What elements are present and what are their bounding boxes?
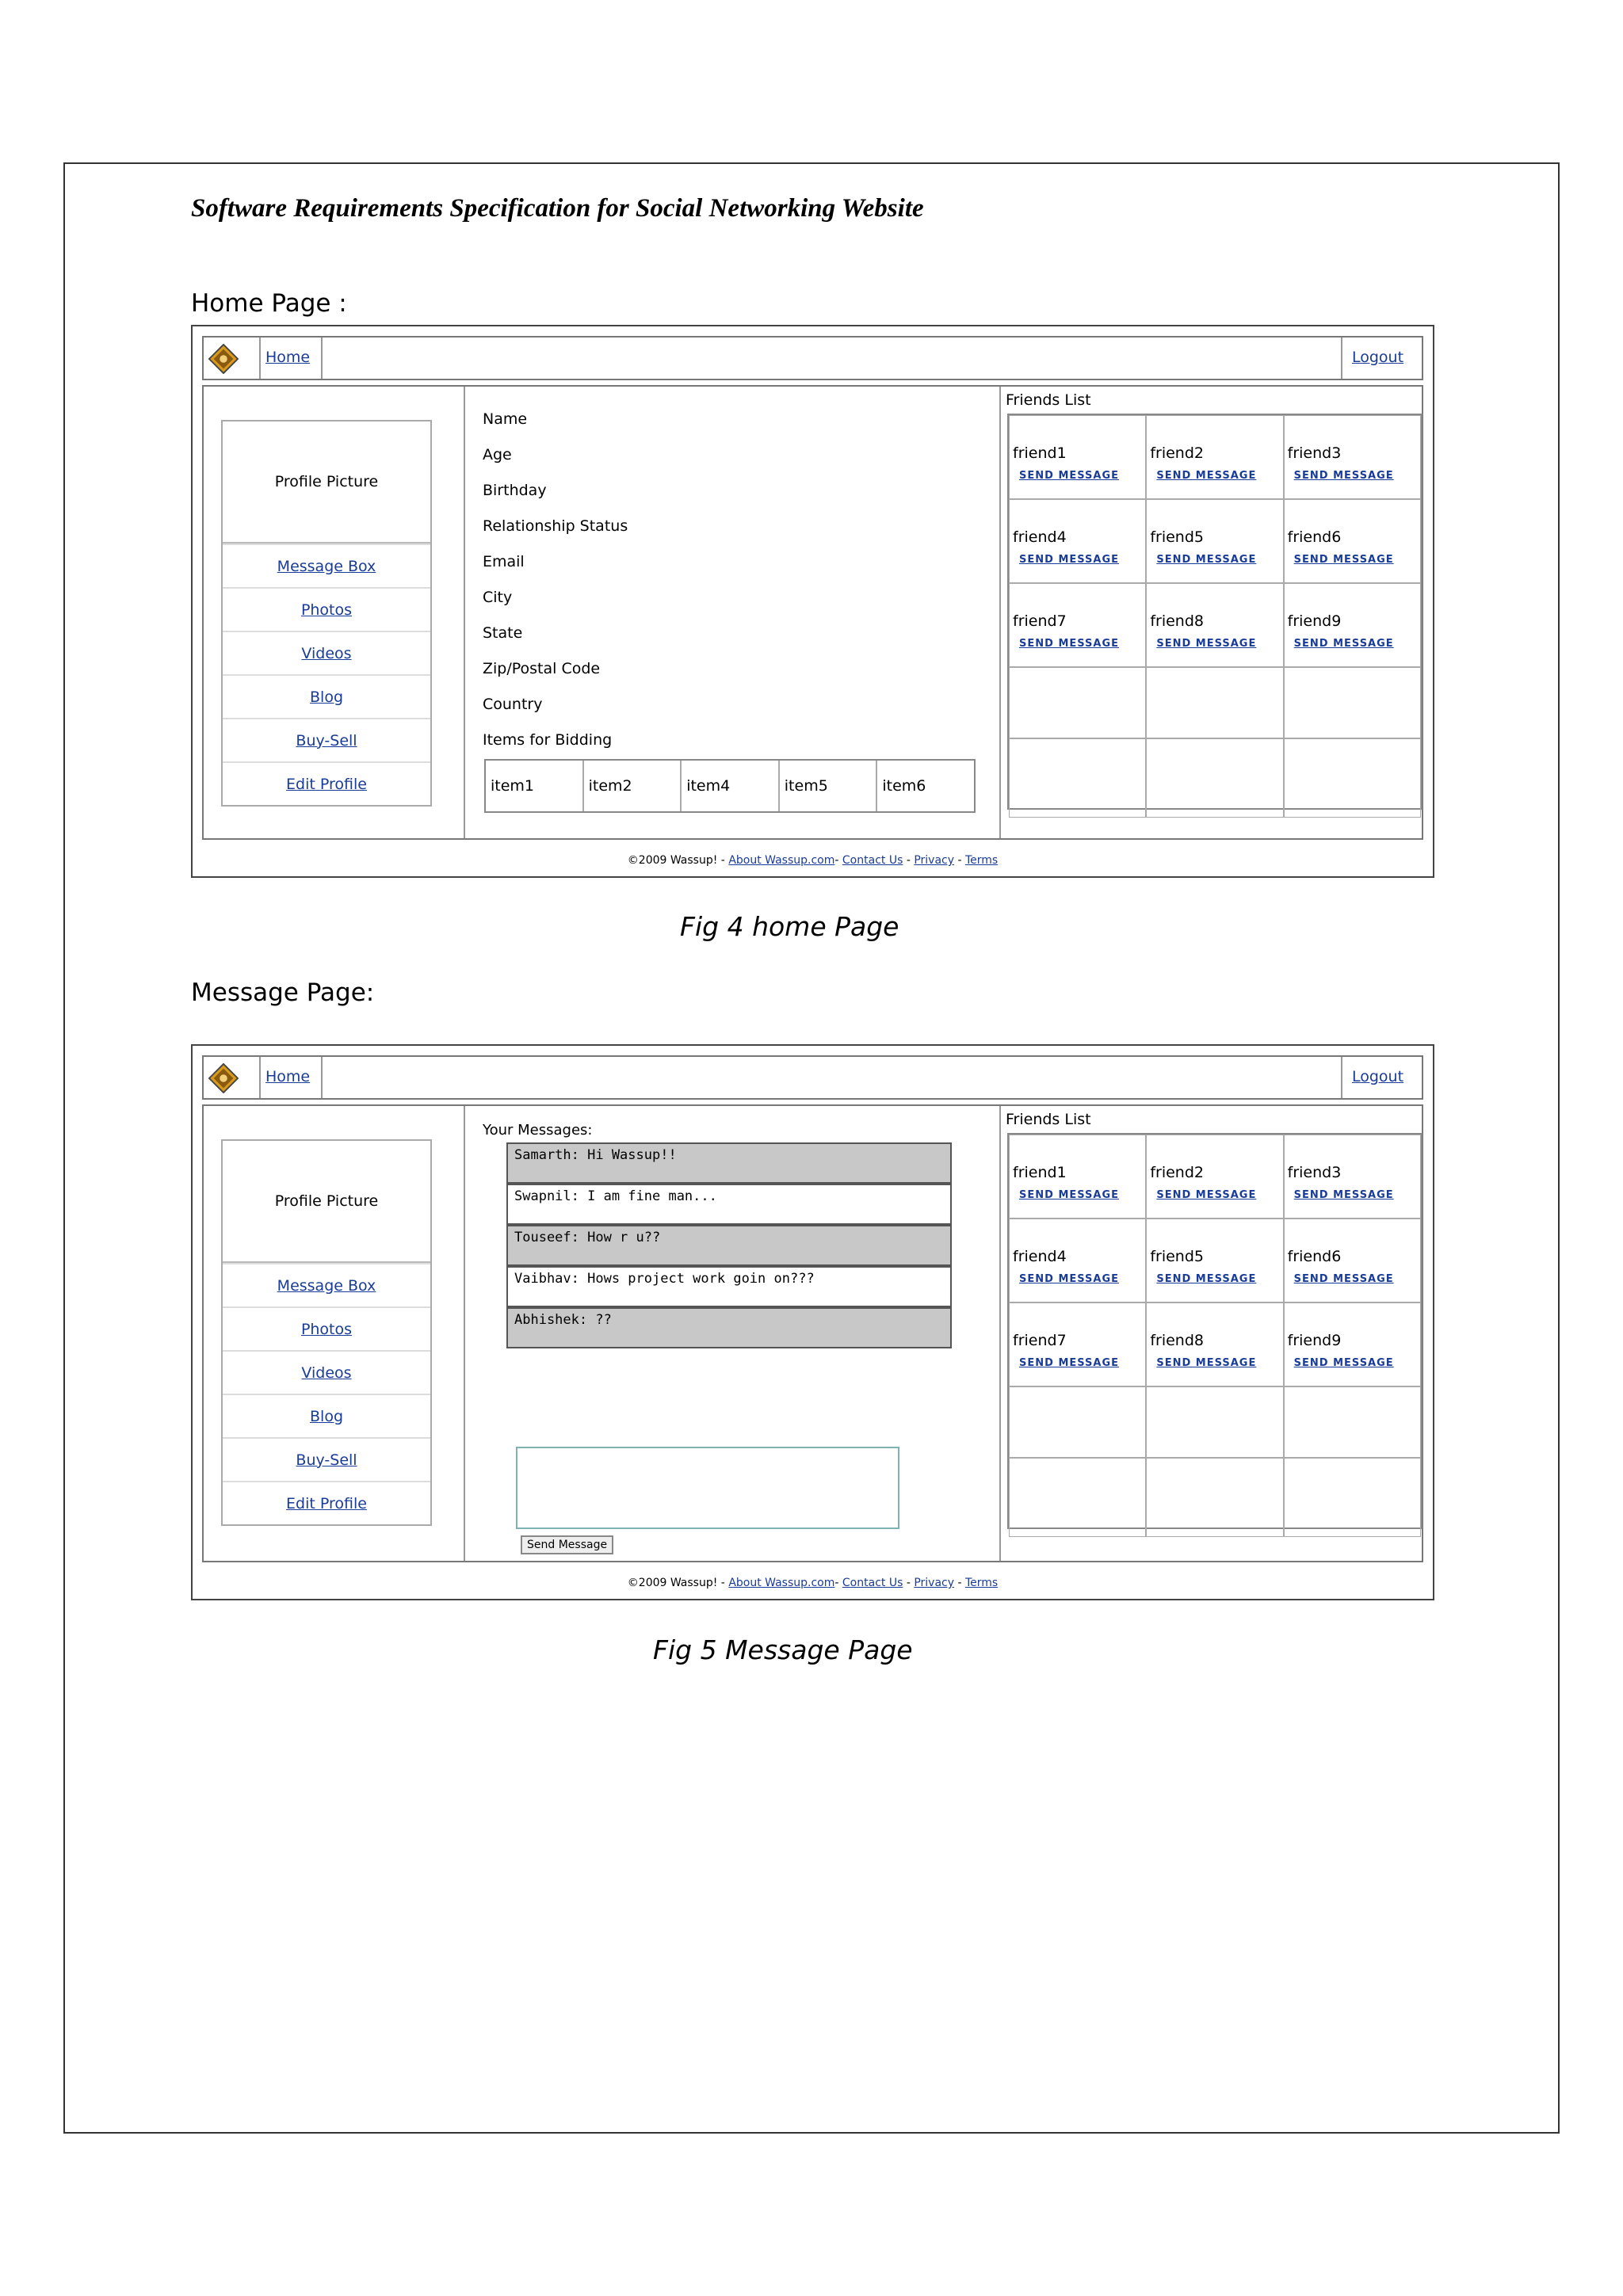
message-item[interactable]: Touseef: How r u?? xyxy=(506,1225,952,1266)
left-column xyxy=(204,387,465,838)
friends-list-title: Friends List xyxy=(1006,1111,1091,1128)
menu-item-videos[interactable]: Videos xyxy=(223,631,430,674)
footer-link-about[interactable]: About Wassup.com xyxy=(728,854,835,867)
logout-link[interactable]: Logout xyxy=(1352,349,1404,366)
friend-name[interactable]: friend1 xyxy=(1013,444,1067,462)
friend-name[interactable]: friend8 xyxy=(1150,612,1204,630)
send-message-link[interactable]: SEND MESSAGE xyxy=(1019,1189,1120,1201)
friend-name[interactable]: friend2 xyxy=(1150,444,1204,462)
send-message-link[interactable]: SEND MESSAGE xyxy=(1019,1357,1120,1369)
menu-item-buy-sell[interactable]: Buy-Sell xyxy=(223,1437,430,1481)
friend-name[interactable]: friend8 xyxy=(1150,1332,1204,1349)
send-message-link[interactable]: SEND MESSAGE xyxy=(1019,554,1120,566)
friend-name[interactable]: friend1 xyxy=(1013,1164,1067,1181)
friends-list-title: Friends List xyxy=(1006,391,1091,409)
logout-link-cell[interactable] xyxy=(1341,1057,1412,1098)
friend-cell xyxy=(1009,499,1146,583)
home-page-screenshot xyxy=(191,325,1434,878)
profile-info-column xyxy=(465,387,1001,838)
empty-friend-cell xyxy=(1284,667,1421,738)
friend-cell xyxy=(1146,1219,1283,1302)
menu-item-message-box[interactable]: Message Box xyxy=(223,543,430,587)
empty-friend-cell xyxy=(1146,1458,1283,1537)
footer-link-terms[interactable]: Terms xyxy=(964,1577,999,1589)
send-message-link[interactable]: SEND MESSAGE xyxy=(1156,638,1257,650)
friend-name[interactable]: friend6 xyxy=(1287,1248,1342,1265)
friend-cell xyxy=(1009,583,1146,667)
menu-item-videos[interactable]: Videos xyxy=(223,1350,430,1394)
home-link[interactable]: Home xyxy=(265,349,311,366)
field-name: Name xyxy=(483,410,528,428)
footer-link-contact[interactable]: Contact Us xyxy=(842,854,903,867)
empty-friend-cell xyxy=(1284,1458,1421,1537)
send-message-link[interactable]: SEND MESSAGE xyxy=(1293,1273,1394,1285)
footer-copyright: ©2009 Wassup! - xyxy=(627,1577,725,1589)
friend-name[interactable]: friend3 xyxy=(1287,444,1342,462)
send-message-link[interactable]: SEND MESSAGE xyxy=(1293,1357,1394,1369)
footer-link-about[interactable]: About Wassup.com xyxy=(728,1577,835,1589)
friend-cell xyxy=(1284,1219,1421,1302)
friend-name[interactable]: friend6 xyxy=(1287,528,1342,546)
footer: ©2009 Wassup! - About Wassup.com- Contact Us - Privacy - Terms xyxy=(627,1577,999,1589)
field-age: Age xyxy=(483,446,512,463)
message-page-screenshot xyxy=(191,1044,1434,1600)
bidding-item[interactable]: item6 xyxy=(882,777,926,795)
send-message-link[interactable]: SEND MESSAGE xyxy=(1156,554,1257,566)
figure-caption-home: Fig 4 home Page xyxy=(680,911,899,942)
friend-cell xyxy=(1146,415,1283,499)
friend-cell xyxy=(1284,499,1421,583)
friend-cell xyxy=(1284,1135,1421,1219)
empty-friend-cell xyxy=(1146,667,1283,738)
message-item[interactable]: Samarth: Hi Wassup!! xyxy=(506,1142,952,1184)
friend-cell xyxy=(1009,1135,1146,1219)
send-message-link[interactable]: SEND MESSAGE xyxy=(1156,1357,1257,1369)
send-message-link[interactable]: SEND MESSAGE xyxy=(1019,638,1120,650)
content-frame xyxy=(202,385,1423,840)
empty-friend-cell xyxy=(1009,667,1146,738)
menu-item-photos[interactable]: Photos xyxy=(223,1306,430,1350)
section-label-message: Message Page: xyxy=(191,978,375,1007)
home-link-cell[interactable] xyxy=(259,338,323,379)
footer: ©2009 Wassup! - About Wassup.com- Contact Us - Privacy - Terms xyxy=(627,854,999,867)
send-message-link[interactable]: SEND MESSAGE xyxy=(1156,1273,1257,1285)
bidding-items-row xyxy=(484,759,976,813)
logout-link[interactable]: Logout xyxy=(1352,1068,1404,1085)
send-message-link[interactable]: SEND MESSAGE xyxy=(1293,1189,1394,1201)
field-relationship: Relationship Status xyxy=(483,517,628,535)
menu-item-blog[interactable]: Blog xyxy=(223,1394,430,1437)
bidding-item[interactable]: item5 xyxy=(780,761,878,811)
bidding-item[interactable]: item1 xyxy=(486,761,584,811)
friend-name[interactable]: friend2 xyxy=(1150,1164,1204,1181)
home-link[interactable]: Home xyxy=(265,1068,311,1085)
menu-item-buy-sell[interactable]: Buy-Sell xyxy=(223,718,430,761)
send-message-link[interactable]: SEND MESSAGE xyxy=(1156,470,1257,482)
friend-cell xyxy=(1146,583,1283,667)
section-label-home: Home Page : xyxy=(191,289,347,318)
send-message-link[interactable]: SEND MESSAGE xyxy=(1293,554,1394,566)
send-message-button[interactable]: Send Message xyxy=(521,1535,613,1554)
friend-name[interactable]: friend4 xyxy=(1013,1248,1067,1265)
empty-friend-cell xyxy=(1146,1386,1283,1458)
empty-friend-cell xyxy=(1009,1386,1146,1458)
menu-item-edit-profile[interactable]: Edit Profile xyxy=(223,761,430,805)
message-item[interactable]: Vaibhav: Hows project work goin on??? xyxy=(506,1266,952,1307)
messages-column xyxy=(465,1106,1001,1561)
empty-friend-cell xyxy=(1009,1458,1146,1537)
message-list xyxy=(506,1142,952,1348)
logout-link-cell[interactable] xyxy=(1341,338,1412,379)
top-nav-bar xyxy=(202,336,1423,380)
footer-link-privacy[interactable]: Privacy xyxy=(914,854,955,867)
menu-item-edit-profile[interactable]: Edit Profile xyxy=(223,1481,430,1524)
profile-menu-box xyxy=(221,1139,432,1526)
home-link-cell[interactable] xyxy=(259,1057,323,1098)
field-state: State xyxy=(483,624,523,642)
send-message-link[interactable]: SEND MESSAGE xyxy=(1019,470,1120,482)
friends-grid xyxy=(1007,1133,1423,1529)
friend-cell xyxy=(1146,1302,1283,1386)
figure-caption-message: Fig 5 Message Page xyxy=(653,1634,913,1665)
field-country: Country xyxy=(483,696,543,713)
friends-grid xyxy=(1007,414,1423,810)
friend-cell xyxy=(1009,1302,1146,1386)
friends-column xyxy=(1001,1106,1422,1561)
message-textarea[interactable] xyxy=(516,1447,899,1529)
messages-title: Your Messages: xyxy=(483,1122,593,1138)
menu-item-message-box[interactable]: Message Box xyxy=(223,1263,430,1306)
footer-link-contact[interactable]: Contact Us xyxy=(842,1577,903,1589)
bidding-item[interactable]: item2 xyxy=(584,761,682,811)
friend-name[interactable]: friend5 xyxy=(1150,1248,1204,1265)
empty-friend-cell xyxy=(1146,738,1283,818)
send-message-link[interactable]: SEND MESSAGE xyxy=(1293,470,1394,482)
friend-cell xyxy=(1009,1219,1146,1302)
friend-name[interactable]: friend3 xyxy=(1287,1164,1342,1181)
friend-cell xyxy=(1009,415,1146,499)
friend-cell xyxy=(1284,583,1421,667)
friend-name[interactable]: friend5 xyxy=(1150,528,1204,546)
profile-picture[interactable]: Profile Picture xyxy=(223,1141,430,1263)
field-email: Email xyxy=(483,553,525,570)
friend-cell xyxy=(1284,415,1421,499)
send-message-link[interactable]: SEND MESSAGE xyxy=(1019,1273,1120,1285)
friend-name[interactable]: friend7 xyxy=(1013,1332,1067,1349)
friend-cell xyxy=(1146,499,1283,583)
empty-friend-cell xyxy=(1284,1386,1421,1458)
field-zip: Zip/Postal Code xyxy=(483,660,601,677)
empty-friend-cell xyxy=(1009,738,1146,818)
field-city: City xyxy=(483,589,513,606)
empty-friend-cell xyxy=(1284,738,1421,818)
send-message-link[interactable]: SEND MESSAGE xyxy=(1156,1189,1257,1201)
footer-link-terms[interactable]: Terms xyxy=(964,854,999,867)
site-logo-icon xyxy=(208,344,239,374)
document-header: Software Requirements Specification for Social Networking Website xyxy=(191,194,924,223)
friend-name[interactable]: friend9 xyxy=(1287,612,1342,630)
footer-copyright: ©2009 Wassup! - xyxy=(627,854,725,867)
friend-cell xyxy=(1284,1302,1421,1386)
friends-column xyxy=(1001,387,1422,838)
content-frame xyxy=(202,1104,1423,1562)
message-item[interactable]: Swapnil: I am fine man... xyxy=(506,1184,952,1225)
profile-picture[interactable]: Profile Picture xyxy=(223,421,430,543)
field-items-for-bidding: Items for Bidding xyxy=(483,731,613,749)
site-logo-icon xyxy=(208,1063,239,1093)
left-column xyxy=(204,1106,465,1561)
top-nav-bar xyxy=(202,1055,1423,1100)
field-birthday: Birthday xyxy=(483,482,547,499)
profile-menu-box xyxy=(221,420,432,807)
friend-name[interactable]: friend7 xyxy=(1013,612,1067,630)
friend-name[interactable]: friend9 xyxy=(1287,1332,1342,1349)
menu-item-blog[interactable]: Blog xyxy=(223,674,430,718)
menu-item-photos[interactable]: Photos xyxy=(223,587,430,631)
footer-link-privacy[interactable]: Privacy xyxy=(914,1577,955,1589)
bidding-item[interactable]: item4 xyxy=(682,761,780,811)
send-message-link[interactable]: SEND MESSAGE xyxy=(1293,638,1394,650)
friend-name[interactable]: friend4 xyxy=(1013,528,1067,546)
friend-cell xyxy=(1146,1135,1283,1219)
message-item[interactable]: Abhishek: ?? xyxy=(506,1307,952,1348)
